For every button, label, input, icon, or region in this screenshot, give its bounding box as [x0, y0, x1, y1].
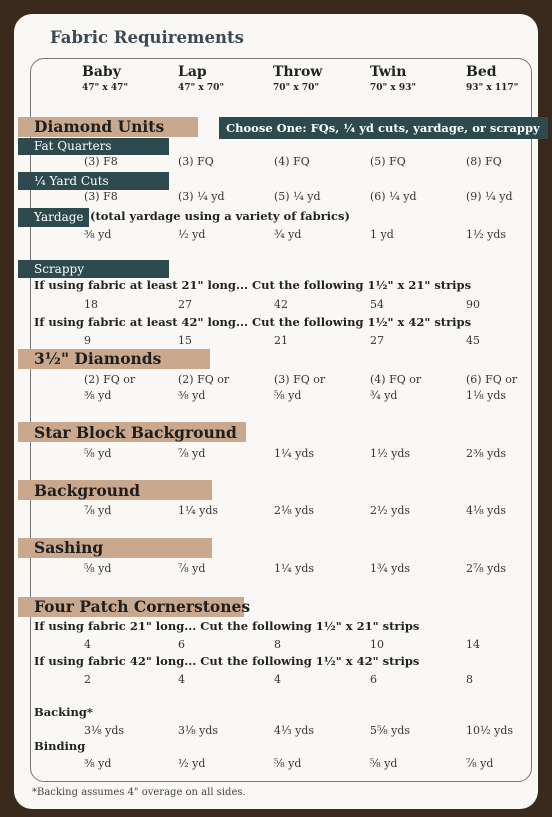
value-cell: 10 — [370, 638, 384, 651]
four-patch-line-21: If using fabric 21" long... Cut the following 1½" x 21" strips — [34, 619, 420, 633]
value-cell: 27 — [370, 334, 384, 347]
value-cell: 1¼ yds — [274, 562, 315, 575]
sub-heading-yardage: Yardage — [34, 210, 84, 224]
value-cell: 4 — [84, 638, 91, 651]
choose-note: Choose One: FQs, ¼ yd cuts, yardage, or scrappy — [226, 121, 540, 135]
scrappy-line-42: If using fabric at least 42" long... Cut the following 1½" x 42" strips — [34, 315, 472, 329]
section-heading-diamond-units: Diamond Units — [34, 117, 165, 136]
size-name: Baby — [82, 64, 121, 80]
value-cell: 8 — [274, 638, 281, 651]
value-cell: 6 — [370, 673, 377, 686]
size-dims: 70" x 70" — [273, 83, 320, 93]
value-cell: 18 — [84, 298, 98, 311]
value-cell: 4⅓ yds — [274, 724, 315, 737]
value-cell: 3⅛ yds — [178, 724, 219, 737]
value-cell: ⅝ yd — [84, 447, 112, 460]
value-cell: (3) FQ or — [274, 373, 326, 386]
size-dims: 47" x 47" — [82, 83, 129, 93]
value-cell: 1½ yds — [466, 228, 507, 241]
value-cell: ⅞ yd — [178, 562, 206, 575]
value-cell: ½ yd — [178, 757, 206, 770]
value-cell: ¾ yd — [370, 389, 398, 402]
value-cell: (6) FQ or — [466, 373, 518, 386]
value-cell: (5) ¼ yd — [274, 190, 321, 203]
value-cell: 21 — [274, 334, 288, 347]
value-cell: 54 — [370, 298, 384, 311]
value-cell: (3) FQ — [178, 155, 214, 168]
scrappy-line-21: If using fabric at least 21" long... Cut the following 1½" x 21" strips — [34, 278, 472, 292]
value-cell: 2⅛ yds — [274, 504, 315, 517]
section-heading-four-patch: Four Patch Cornerstones — [34, 597, 251, 616]
section-heading-sashing: Sashing — [34, 538, 104, 557]
value-cell: (4) FQ or — [370, 373, 422, 386]
value-cell: ¾ yd — [274, 228, 302, 241]
value-cell: 3⅛ yds — [84, 724, 125, 737]
value-cell: 4 — [274, 673, 281, 686]
yardage-note: (total yardage using a variety of fabrics) — [90, 209, 350, 223]
backing-label: Backing* — [34, 705, 93, 719]
value-cell: (5) FQ — [370, 155, 406, 168]
value-cell: 42 — [274, 298, 288, 311]
value-cell: ⅝ yd — [274, 389, 302, 402]
value-cell: (6) ¼ yd — [370, 190, 417, 203]
value-cell: (8) FQ — [466, 155, 502, 168]
value-cell: ⅜ yd — [178, 389, 206, 402]
size-name: Throw — [273, 64, 323, 80]
value-cell: 6 — [178, 638, 185, 651]
value-cell: 90 — [466, 298, 480, 311]
value-cell: (3) F8 — [84, 190, 118, 203]
size-name: Lap — [178, 64, 207, 80]
value-cell: ⅝ yd — [370, 757, 398, 770]
value-cell: ⅝ yd — [274, 757, 302, 770]
value-cell: 1¾ yds — [370, 562, 411, 575]
value-cell: (9) ¼ yd — [466, 190, 513, 203]
size-dims: 70" x 93" — [370, 83, 417, 93]
value-cell: 4⅛ yds — [466, 504, 507, 517]
section-heading-diamonds: 3½" Diamonds — [34, 349, 162, 368]
value-cell: ⅜ yd — [84, 757, 112, 770]
value-cell: (4) FQ — [274, 155, 310, 168]
value-cell: 15 — [178, 334, 192, 347]
size-name: Bed — [466, 64, 497, 80]
sub-heading-quarter-yard: ¼ Yard Cuts — [34, 174, 109, 188]
four-patch-line-42: If using fabric 42" long... Cut the following 1½" x 42" strips — [34, 654, 420, 668]
value-cell: ⅞ yd — [84, 504, 112, 517]
value-cell: (3) F8 — [84, 155, 118, 168]
size-dims: 47" x 70" — [178, 83, 225, 93]
value-cell: 1½ yds — [370, 447, 411, 460]
value-cell: 2⅜ yds — [466, 447, 507, 460]
value-cell: 8 — [466, 673, 473, 686]
value-cell: 1 yd — [370, 228, 394, 241]
value-cell: 5⅝ yds — [370, 724, 411, 737]
size-name: Twin — [370, 64, 407, 80]
value-cell: 14 — [466, 638, 480, 651]
value-cell: (2) FQ or — [84, 373, 136, 386]
value-cell: 1⅛ yds — [466, 389, 507, 402]
value-cell: 2 — [84, 673, 91, 686]
value-cell: 9 — [84, 334, 91, 347]
value-cell: 45 — [466, 334, 480, 347]
value-cell: 27 — [178, 298, 192, 311]
binding-label: Binding — [34, 739, 86, 753]
sub-heading-scrappy: Scrappy — [34, 262, 84, 276]
value-cell: ⅞ yd — [466, 757, 494, 770]
value-cell: ⅝ yd — [84, 562, 112, 575]
size-dims: 93" x 117" — [466, 83, 519, 93]
value-cell: 2⅞ yds — [466, 562, 507, 575]
value-cell: ½ yd — [178, 228, 206, 241]
section-heading-star-bg: Star Block Background — [34, 423, 237, 442]
value-cell: 10½ yds — [466, 724, 514, 737]
value-cell: 1¼ yds — [178, 504, 219, 517]
value-cell: ⅜ yd — [84, 389, 112, 402]
value-cell: (2) FQ or — [178, 373, 230, 386]
sub-heading-fat-quarters: Fat Quarters — [34, 139, 112, 153]
value-cell: 2½ yds — [370, 504, 411, 517]
value-cell: 1¼ yds — [274, 447, 315, 460]
value-cell: 4 — [178, 673, 185, 686]
footnote: *Backing assumes 4" overage on all sides. — [32, 787, 246, 798]
value-cell: (3) ¼ yd — [178, 190, 225, 203]
page-title: Fabric Requirements — [50, 28, 244, 47]
value-cell: ⅞ yd — [178, 447, 206, 460]
section-heading-background: Background — [34, 481, 141, 500]
value-cell: ⅜ yd — [84, 228, 112, 241]
